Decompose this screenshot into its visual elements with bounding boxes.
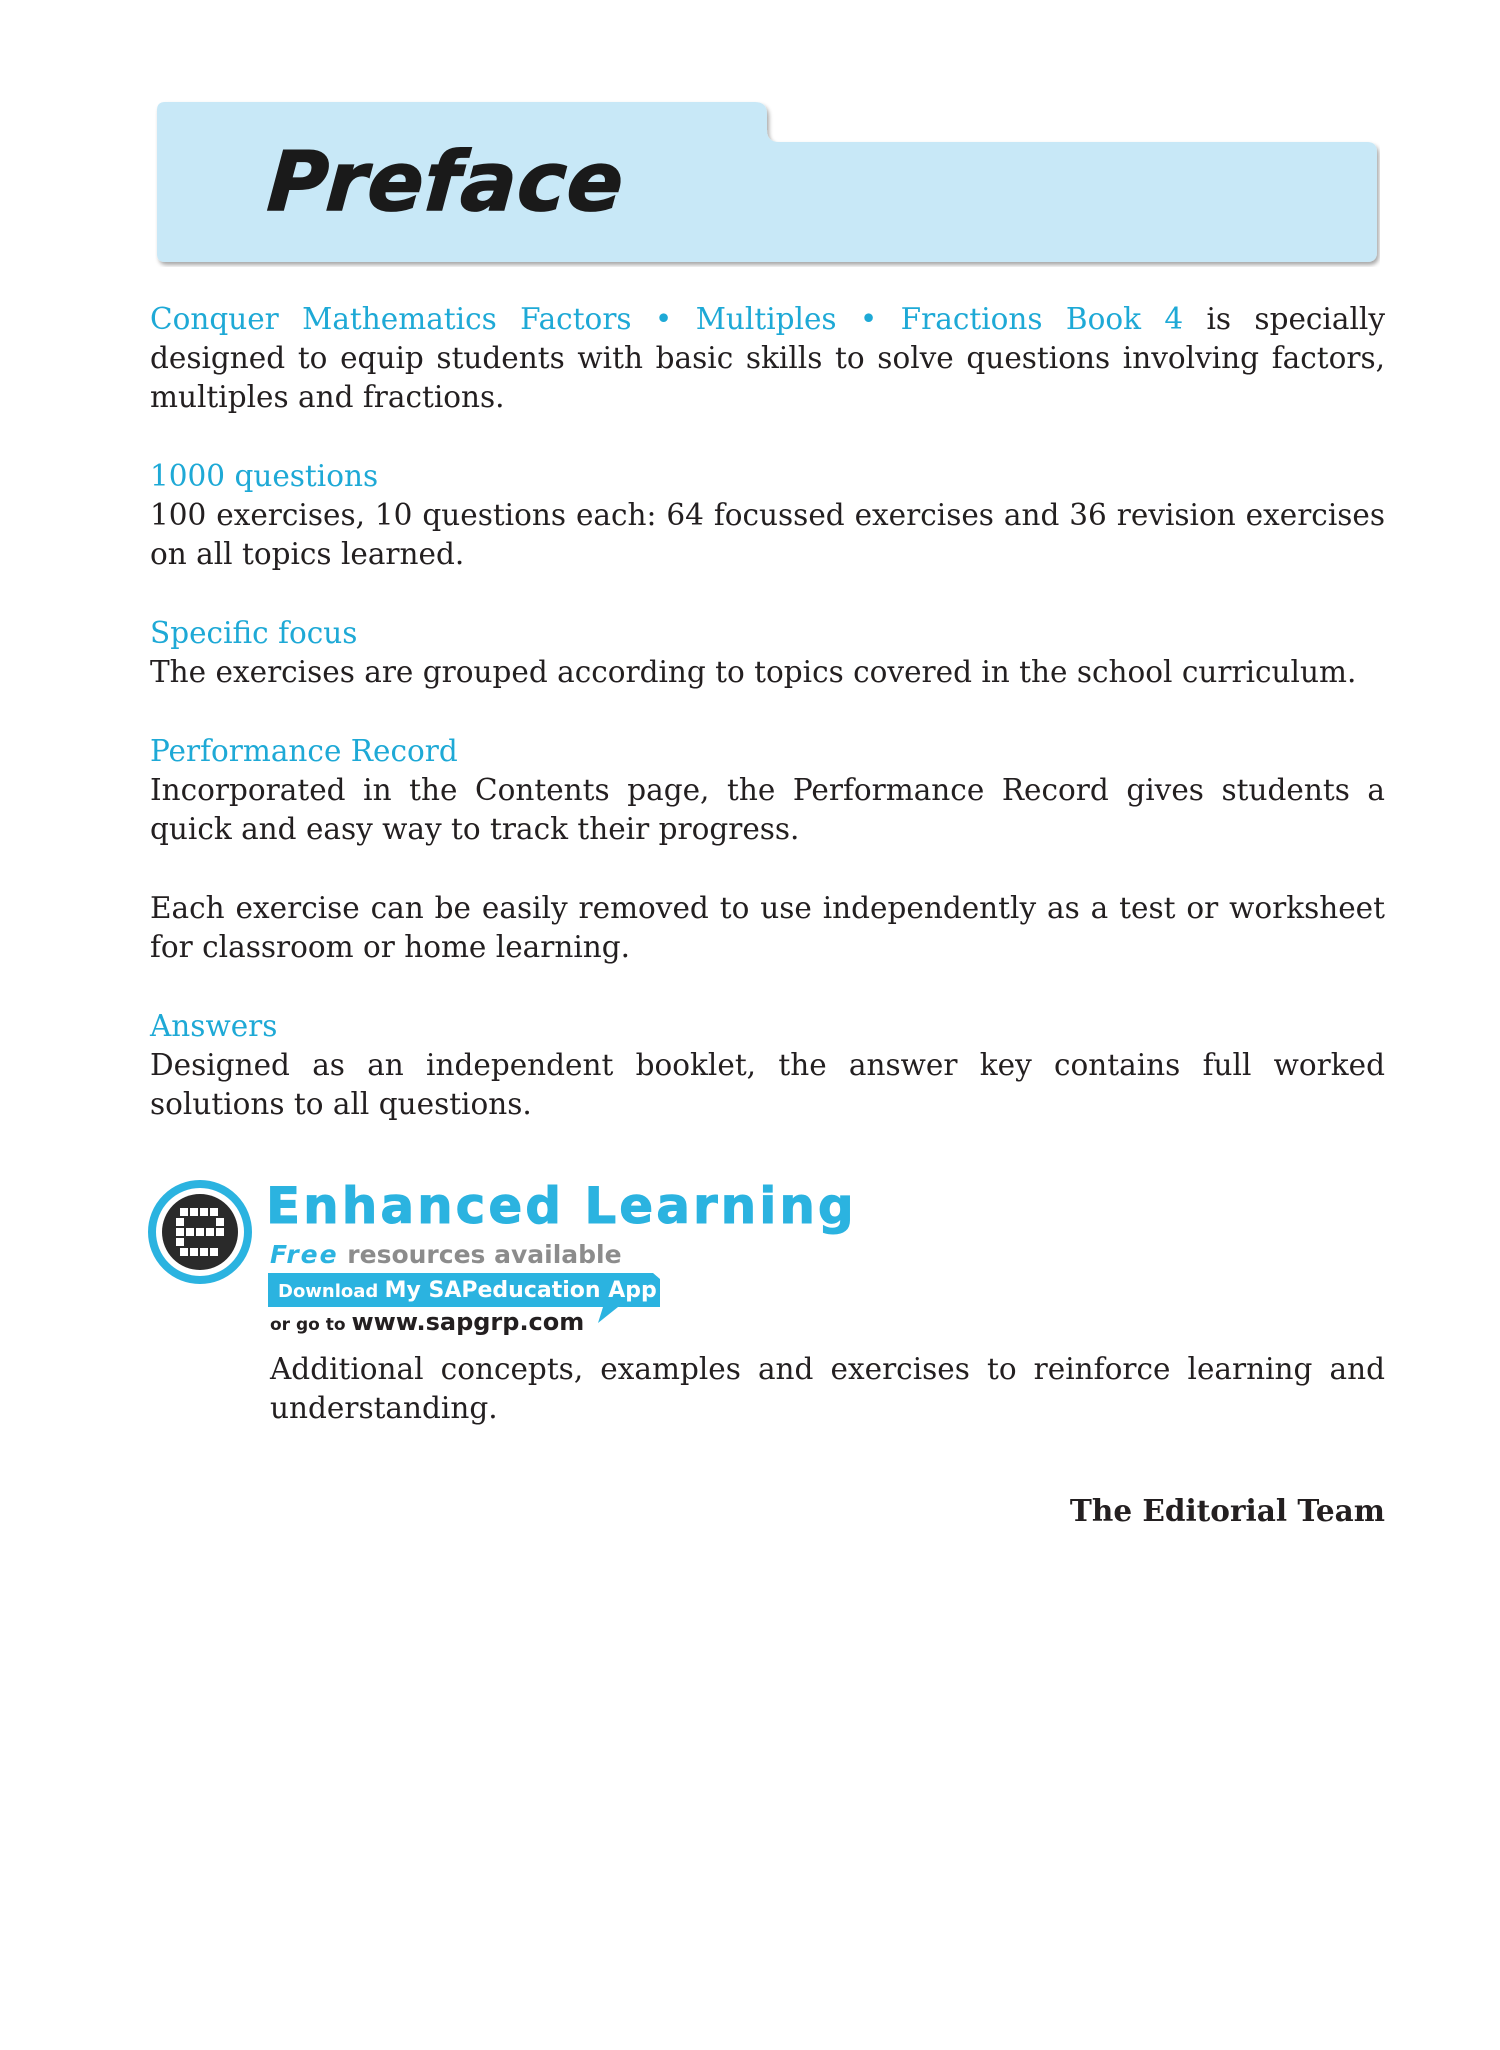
enhanced-learning-description: Additional concepts, examples and exercises to reinforce learning and understanding.	[270, 1352, 1385, 1425]
enhanced-learning-logo-icon	[148, 1180, 252, 1284]
section-heading: Specific focus	[150, 616, 358, 650]
download-prefix: Download	[278, 1281, 385, 1302]
section-specific-focus	[150, 614, 1385, 692]
free-resources-text: resources available	[338, 1240, 622, 1269]
goto-prefix: or go to	[270, 1315, 352, 1335]
website-url[interactable]: www.sapgrp.com	[351, 1308, 585, 1336]
section-body: Designed as an independent booklet, the answer key contains full worked solutions to all questions.	[150, 1048, 1385, 1121]
intro-paragraph	[150, 300, 1385, 417]
section-removable-exercises	[150, 889, 1385, 967]
signature: The Editorial Team	[1069, 1493, 1385, 1528]
download-app-text	[278, 1278, 715, 1303]
section-heading: Answers	[150, 1009, 278, 1043]
website-link[interactable]	[270, 1308, 584, 1336]
download-app-name: My SAPeducation App	[384, 1278, 657, 1303]
free-word: Free	[270, 1240, 339, 1269]
section-body: The exercises are grouped according to topics covered in the school curriculum.	[150, 655, 1357, 689]
book-title: Conquer Mathematics Factors • Multiples • Fractions Book 4	[150, 302, 1184, 336]
section-body: Each exercise can be easily removed to use independently as a test or worksheet for classroom or home learning.	[150, 891, 1385, 964]
download-suffix: Now!	[656, 1281, 716, 1302]
section-heading: 1000 questions	[150, 459, 379, 493]
preface-banner	[155, 100, 1380, 267]
section-answers	[150, 1007, 1385, 1124]
section-performance-record	[150, 732, 1385, 849]
section-heading: Performance Record	[150, 734, 458, 768]
free-resources-label	[270, 1240, 622, 1269]
preface-content	[150, 300, 1385, 1164]
section-questions	[150, 457, 1385, 574]
page-title: Preface	[264, 135, 628, 230]
intro-text: is specially designed to equip students with basic skills to solve questions involving factors, multiples and fractions.	[150, 302, 1385, 414]
enhanced-learning-title: Enhanced Learning	[266, 1177, 857, 1235]
download-app-banner[interactable]	[268, 1273, 716, 1311]
section-body: 100 exercises, 10 questions each: 64 focussed exercises and 36 revision exercises on all topics learned.	[150, 498, 1385, 571]
section-body: Incorporated in the Contents page, the Performance Record gives students a quick and easy way to track their progress.	[150, 773, 1385, 846]
